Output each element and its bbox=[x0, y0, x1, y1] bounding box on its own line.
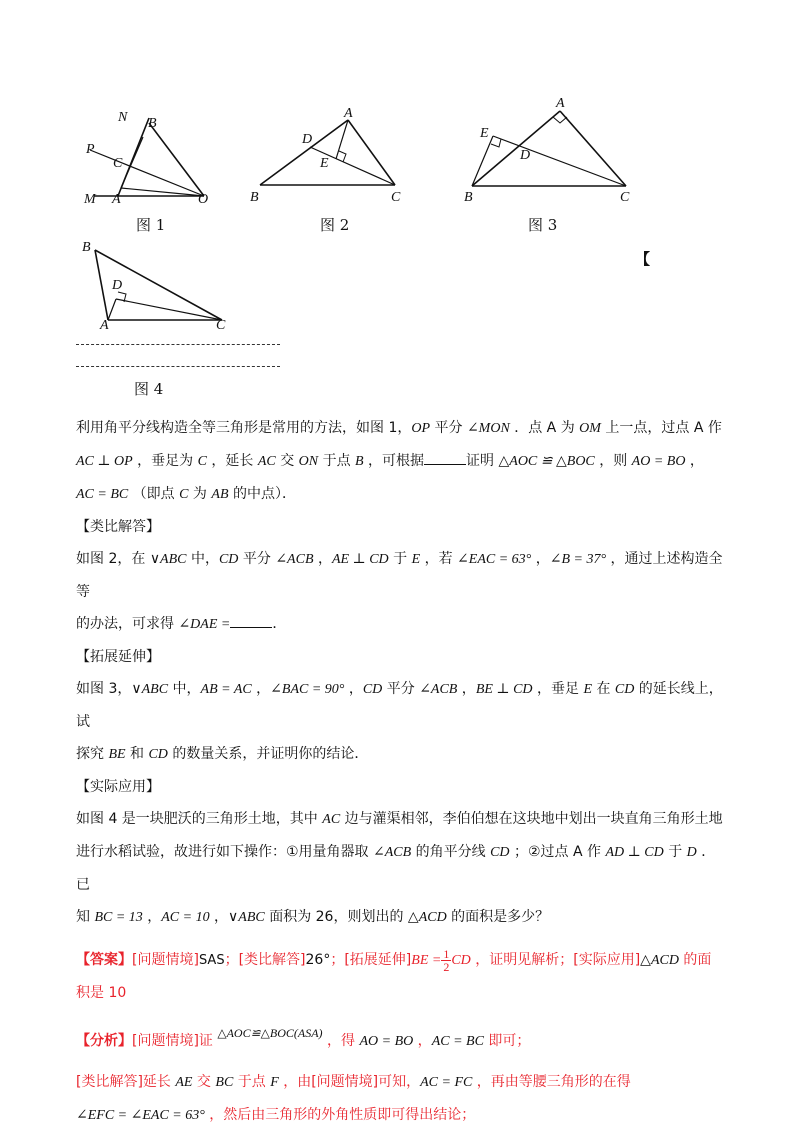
fig4-label-C: C bbox=[216, 318, 226, 333]
figure-3 bbox=[460, 96, 640, 205]
section-application-title: 【实际应用】 bbox=[76, 779, 160, 795]
fig3-label-D: D bbox=[520, 148, 531, 163]
answer-blank-2 bbox=[230, 613, 272, 628]
fig4-label-D: D bbox=[112, 278, 123, 293]
dashed-divider-1 bbox=[76, 344, 280, 345]
analysis-line-3: ∠EFC = ∠EAC = 63° ，然后由三角形的外角性质即可得出结论； bbox=[76, 1107, 476, 1123]
figure-3-drawing bbox=[460, 96, 640, 196]
fig1-label-C: C bbox=[113, 156, 123, 171]
figure-4-drawing bbox=[80, 240, 240, 330]
fig1-caption: 图 1 bbox=[136, 216, 166, 234]
dashed-divider-2 bbox=[76, 366, 280, 367]
application-line-2: 进行水稻试验，故进行如下操作：①用量角器取 ∠ACB 的角平分线 CD ；②过点 A 作 AD ⊥ CD 于 D ．已 bbox=[76, 844, 716, 893]
intro-line-1: 利用角平分线构造全等三角形是常用的方法，如图 1，OP 平分 ∠MON ．点 A 为 OM 上一点，过点 A 作 bbox=[76, 420, 722, 436]
one-half-fraction: $\frac{1}{2}$ bbox=[443, 946, 450, 974]
answer-line-2: 积是 10 bbox=[76, 985, 127, 1001]
application-line-1: 如图 4 是一块肥沃的三角形土地，其中 AC 边与灌渠相邻，李伯伯想在这块地中划出一块直角三角形土地 bbox=[76, 811, 723, 827]
intro-line-2: AC ⊥ OP ，垂足为 C ，延长 AC 交 ON 于点 B ，可根据 证明 △AOC ≌ △BOC ，则 AO = BO ， bbox=[76, 445, 726, 478]
fig2-label-A: A bbox=[344, 106, 353, 121]
section-extension-title: 【拓展延伸】 bbox=[76, 649, 160, 665]
fig3-label-A: A bbox=[556, 96, 565, 111]
figure-4 bbox=[80, 240, 240, 333]
fig3-label-E: E bbox=[480, 126, 489, 141]
fig1-label-M: M bbox=[84, 192, 96, 207]
fig1-label-N: N bbox=[118, 110, 128, 125]
fig2-caption: 图 2 bbox=[320, 216, 350, 234]
fig4-caption: 图 4 bbox=[134, 380, 164, 398]
fig2-label-E: E bbox=[320, 156, 329, 171]
fig2-label-B: B bbox=[250, 190, 259, 205]
fig3-caption: 图 3 bbox=[528, 216, 558, 234]
fig1-label-P: P bbox=[86, 142, 95, 157]
answer-blank-1 bbox=[424, 450, 466, 465]
answer-line-1: 【答案】[问题情境]SAS；[类比解答]26°；[拓展延伸]BE = $\frac{1}{2}$ CD ，证明见解析；[实际应用]△ACD 的面 bbox=[76, 946, 712, 974]
fig4-label-A: A bbox=[100, 318, 109, 333]
analysis-line-1: 【分析】[问题情境]证 △AOC≌△BOC(ASA) ，得 AO = BO ，AC = BC 即可； bbox=[76, 1026, 531, 1049]
extension-line-1: 如图 3，∨ABC 中，AB = AC ，∠BAC = 90° ，CD 平分 ∠ACB ，BE ⊥ CD ，垂足 E 在 CD 的延长线上，试 bbox=[76, 681, 723, 730]
figure-2-drawing bbox=[250, 108, 410, 198]
figure-2 bbox=[250, 106, 410, 205]
fig3-label-C: C bbox=[620, 190, 630, 205]
fig1-label-B: B bbox=[148, 116, 157, 131]
fig4-label-B: B bbox=[82, 240, 91, 255]
section-analogy-title: 【类比解答】 bbox=[76, 519, 160, 535]
fig1-label-O: O bbox=[198, 192, 209, 207]
fig1-label-A: A bbox=[112, 192, 121, 207]
analysis-line-2: [类比解答]延长 AE 交 BC 于点 F ，由[问题情境]可知，AC = FC ，再由等腰三角形的在得 bbox=[76, 1074, 631, 1090]
bracket-mark: 【 bbox=[635, 250, 651, 268]
fig3-label-B: B bbox=[464, 190, 473, 205]
intro-line-3: AC = BC （即点 C 为 AB 的中点）． bbox=[76, 486, 296, 502]
application-line-3: 知 BC = 13 ，AC = 10 ，∨ABC 面积为 26，则划出的 △ACD 的面积是多少？ bbox=[76, 909, 550, 925]
analogy-line-2: 的办法，可求得 ∠DAE = ． bbox=[76, 608, 726, 641]
fig2-label-D: D bbox=[302, 132, 313, 147]
extension-line-2: 探究 BE 和 CD 的数量关系，并证明你的结论． bbox=[76, 746, 369, 762]
problem-text bbox=[76, 412, 726, 1132]
figure-1 bbox=[80, 108, 220, 208]
analogy-line-1: 如图 2，在 ∨ABC 中，CD 平分 ∠ACB ，AE ⊥ CD 于 E ，若 ∠EAC = 63° ，∠B = 37° ，通过上述构造全等 bbox=[76, 551, 723, 600]
fig2-label-C: C bbox=[391, 190, 401, 205]
